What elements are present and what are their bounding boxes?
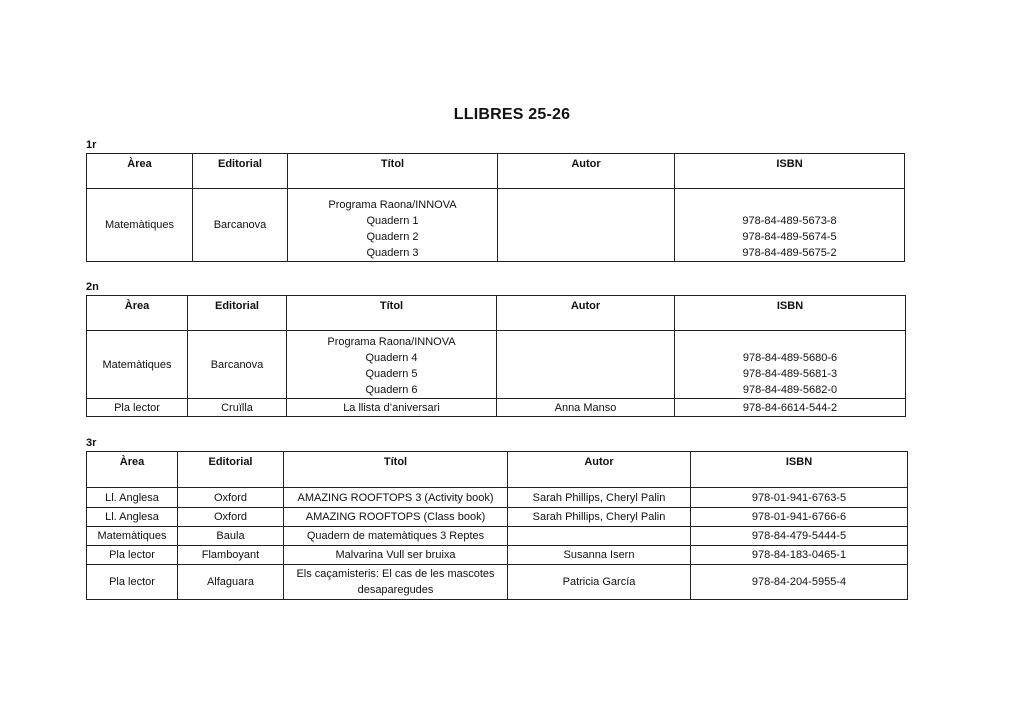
titol-line: Quadern 4 (365, 352, 418, 364)
table-row (87, 546, 908, 565)
table-row (87, 508, 908, 527)
cell-isbn (675, 189, 905, 262)
isbn-line: 978-84-489-5682-0 (742, 384, 838, 396)
cell-isbn (675, 331, 906, 399)
cell-titol: Els caçamisteris: El cas de les mascotes desaparegudes (284, 565, 508, 600)
header-titol: Títol (284, 452, 508, 488)
header-autor: Autor (508, 452, 691, 488)
cell-editorial: Baula (178, 527, 284, 546)
titol-line: Programa Raona/INNOVA (328, 199, 457, 211)
cell-autor (498, 189, 675, 262)
titol-line: Quadern 6 (365, 384, 418, 396)
cell-area: Pla lector (87, 399, 188, 417)
titol-line: Quadern 1 (366, 215, 419, 227)
header-autor: Autor (497, 296, 675, 331)
header-autor: Autor (498, 154, 675, 189)
isbn-line: 978-84-489-5674-5 (742, 231, 837, 243)
header-isbn: ISBN (675, 154, 905, 189)
cell-autor: Sarah Phillips, Cheryl Palin (508, 508, 691, 527)
header-area: Àrea (87, 154, 193, 189)
cell-isbn: 978-84-6614-544-2 (675, 399, 906, 417)
cell-autor: Anna Manso (497, 399, 675, 417)
cell-titol: La llista d’aniversari (287, 399, 497, 417)
cell-titol (287, 331, 497, 399)
cell-editorial: Barcanova (188, 331, 287, 399)
titol-line: Programa Raona/INNOVA (327, 336, 456, 348)
cell-isbn: 978-84-479-5444-5 (691, 527, 908, 546)
cell-area: Matemàtiques (87, 527, 178, 546)
cell-autor: Patricia García (508, 565, 691, 600)
cell-titol: AMAZING ROOFTOPS 3 (Activity book) (284, 488, 508, 508)
cell-editorial: Flamboyant (178, 546, 284, 565)
isbn-line: 978-84-489-5673-8 (742, 215, 837, 227)
cell-isbn: 978-01-941-6763-5 (691, 488, 908, 508)
table-row (87, 565, 908, 600)
table-row (87, 399, 906, 417)
cell-isbn: 978-01-941-6766-6 (691, 508, 908, 527)
cell-editorial: Alfaguara (178, 565, 284, 600)
document-title: LLIBRES 25-26 (453, 106, 571, 123)
cell-area: Matemàtiques (87, 331, 188, 399)
cell-autor: Sarah Phillips, Cheryl Palin (508, 488, 691, 508)
header-area: Àrea (87, 296, 188, 331)
cell-editorial: Barcanova (193, 189, 288, 262)
cell-isbn: 978-84-183-0465-1 (691, 546, 908, 565)
header-titol: Títol (287, 296, 497, 331)
header-editorial: Editorial (193, 154, 288, 189)
table-row (87, 488, 908, 508)
isbn-line: 978-84-489-5675-2 (742, 247, 837, 259)
table-row (87, 527, 908, 546)
section-label-3r: 3r (86, 437, 97, 449)
table-row (87, 189, 905, 262)
cell-autor: Susanna Isern (508, 546, 691, 565)
cell-area: Pla lector (87, 565, 178, 600)
table-row (87, 331, 906, 399)
header-isbn: ISBN (691, 452, 908, 488)
cell-area: Ll. Anglesa (87, 508, 178, 527)
isbn-line: 978-84-489-5681-3 (742, 368, 838, 380)
cell-titol: Malvarina Vull ser bruixa (284, 546, 508, 565)
header-editorial: Editorial (178, 452, 284, 488)
header-area: Àrea (87, 452, 178, 488)
section-label-1r: 1r (86, 139, 97, 151)
cell-area: Ll. Anglesa (87, 488, 178, 508)
isbn-line: 978-84-489-5680-6 (742, 352, 838, 364)
cell-area: Pla lector (87, 546, 178, 565)
cell-titol: Quadern de matemàtiques 3 Reptes (284, 527, 508, 546)
titol-line: Quadern 3 (366, 247, 419, 259)
header-editorial: Editorial (188, 296, 287, 331)
table-2n (86, 295, 906, 417)
header-isbn: ISBN (675, 296, 906, 331)
table-1r (86, 153, 905, 262)
titol-line: Quadern 2 (366, 231, 419, 243)
cell-isbn: 978-84-204-5955-4 (691, 565, 908, 600)
cell-editorial: Oxford (178, 488, 284, 508)
table-3r (86, 451, 908, 600)
cell-editorial: Oxford (178, 508, 284, 527)
cell-autor (497, 331, 675, 399)
cell-editorial: Cruïlla (188, 399, 287, 417)
cell-area: Matemàtiques (87, 189, 193, 262)
section-label-2n: 2n (86, 281, 99, 293)
header-titol: Títol (288, 154, 498, 189)
cell-titol: AMAZING ROOFTOPS (Class book) (284, 508, 508, 527)
cell-autor (508, 527, 691, 546)
titol-line: Quadern 5 (365, 368, 418, 380)
cell-titol (288, 189, 498, 262)
